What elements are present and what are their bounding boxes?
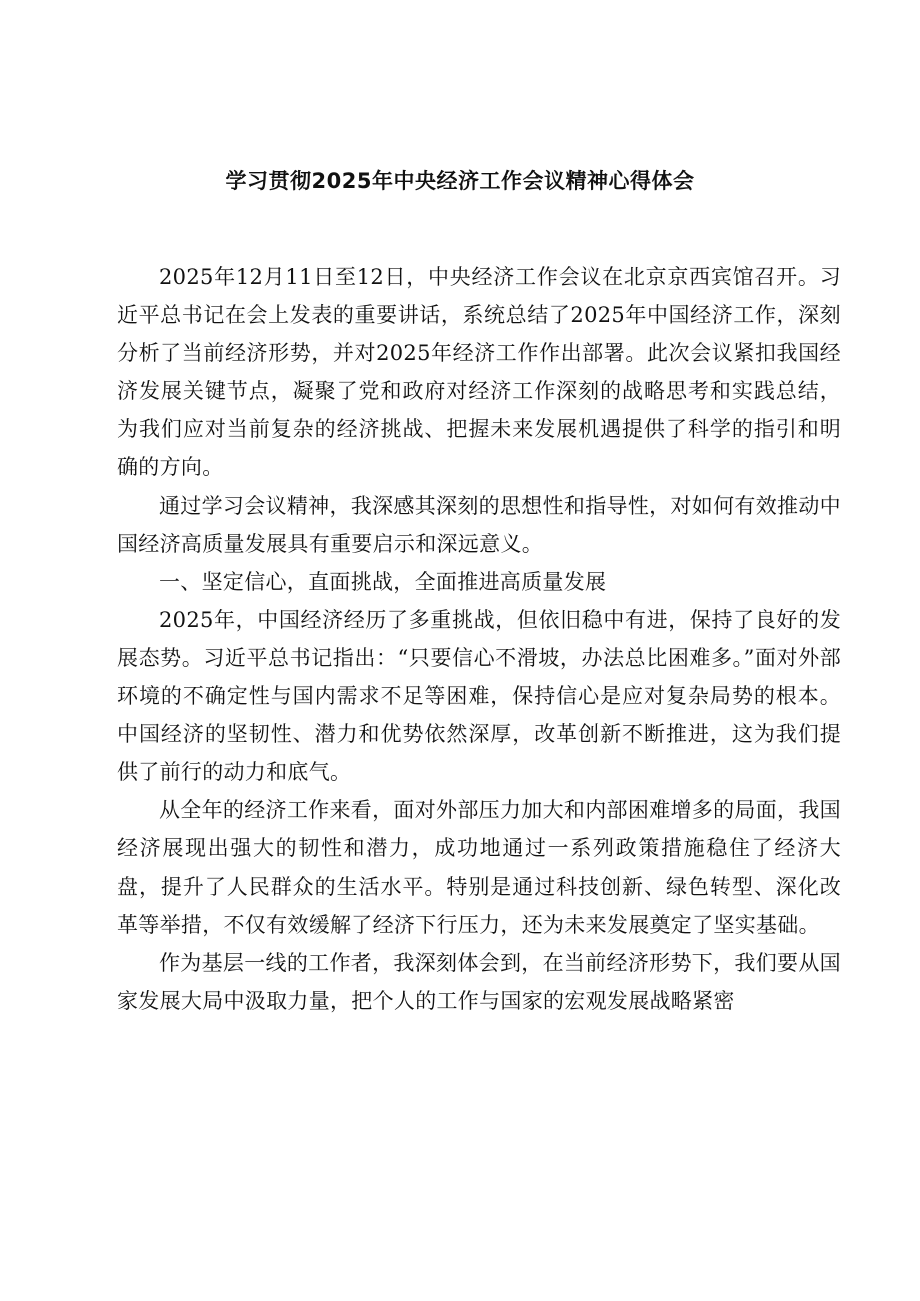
paragraph-intro: 2025年12月11日至12日，中央经济工作会议在北京京西宾馆召开。习近平总书记在会上发表的重要讲话，系统总结了2025年中国经济工作，深刻分析了当前经济形势，并对2025年经济工作作出部署。此次会议紧扣我国经济发展关键节点，凝聚了党和政府对经济工作深刻的战略思考和实践总结，为我们应对当前复杂的经济挑战、把握未来发展机遇提供了科学的指引和明确的方向。: [117, 265, 841, 480]
paragraph-annual-review: 从全年的经济工作来看，面对外部压力加大和内部困难增多的局面，我国经济展现出强大的韧性和潜力，成功地通过一系列政策措施稳住了经济大盘，提升了人民群众的生活水平。特别是通过科技创新、绿色转型、深化改革等举措，不仅有效缓解了经济下行压力，还为未来发展奠定了坚实基础。: [117, 798, 841, 937]
paragraph-grassroots: 作为基层一线的工作者，我深刻体会到，在当前经济形势下，我们要从国家发展大局中汲取力量，把个人的工作与国家的宏观发展战略紧密: [117, 950, 841, 1013]
paragraph-confidence: 2025年，中国经济经历了多重挑战，但依旧稳中有进，保持了良好的发展态势。习近平总书记指出：“只要信心不滑坡，办法总比困难多。”面对外部环境的不确定性与国内需求不足等困难，保持信心是应对复杂局势的根本。中国经济的坚韧性、潜力和优势依然深厚，改革创新不断推进，这为我们提供了前行的动力和底气。: [117, 607, 841, 785]
document-body: [117, 258, 841, 1020]
section-heading: 一、坚定信心，直面挑战，全面推进高质量发展: [159, 569, 607, 594]
document-title: 学习贯彻2025年中央经济工作会议精神心得体会: [225, 169, 695, 193]
paragraph-reflection: 通过学习会议精神，我深感其深刻的思想性和指导性，对如何有效推动中国经济高质量发展具有重要启示和深远意义。: [117, 493, 841, 556]
